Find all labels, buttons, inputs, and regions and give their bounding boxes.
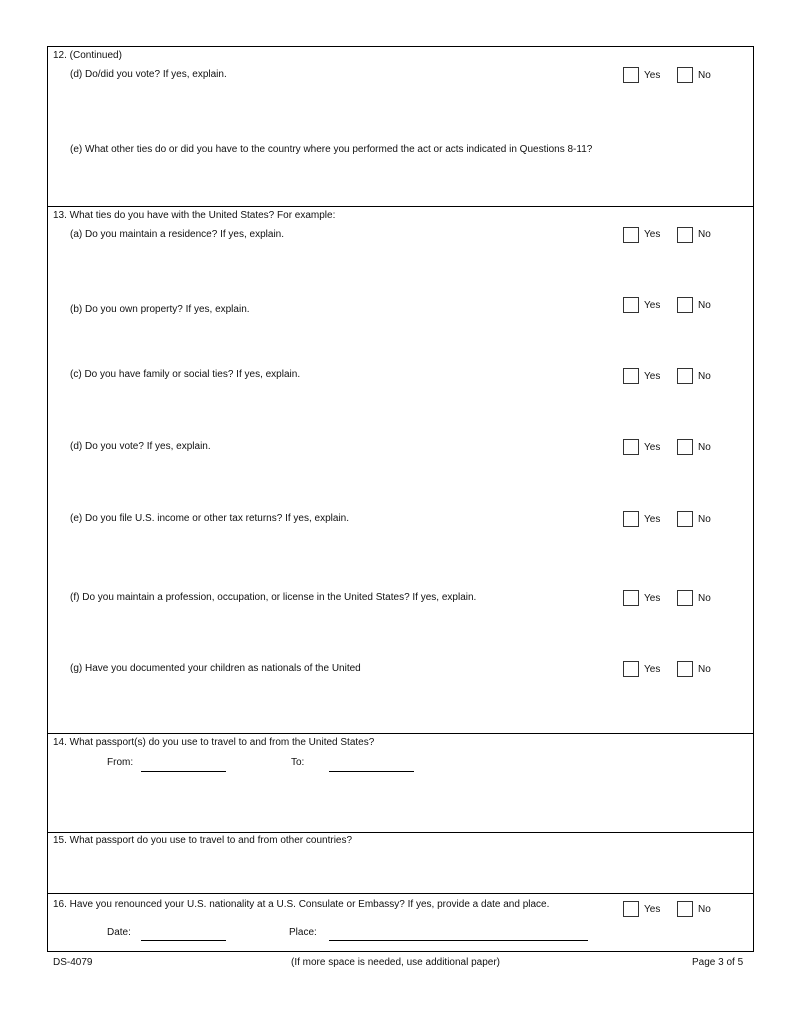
q13e-no-checkbox[interactable] (677, 511, 693, 527)
q13a-no-label: No (698, 229, 711, 240)
q14-from-field[interactable] (141, 771, 226, 772)
q13c-no-checkbox[interactable] (677, 368, 693, 384)
q14-header: 14. What passport(s) do you use to travel to and from the United States? (53, 737, 375, 748)
q13c-no-label: No (698, 371, 711, 382)
q13b-yes-label: Yes (644, 300, 661, 311)
divider-12-13 (47, 206, 754, 207)
q13-header: 13. What ties do you have with the United States? For example: (53, 210, 336, 221)
q12d-no-checkbox[interactable] (677, 67, 693, 83)
q13c-yes-label: Yes (644, 371, 661, 382)
q16-yes-checkbox[interactable] (623, 901, 639, 917)
q12d-question: (d) Do/did you vote? If yes, explain. (70, 69, 227, 80)
q13e-no-label: No (698, 514, 711, 525)
frame-top-border (47, 46, 754, 47)
q13b-no-label: No (698, 300, 711, 311)
q12d-no-label: No (698, 70, 711, 81)
q13e-question: (e) Do you file U.S. income or other tax returns? If yes, explain. (70, 513, 350, 524)
q13g-yes-checkbox[interactable] (623, 661, 639, 677)
divider-14-15 (47, 832, 754, 833)
q13f-no-label: No (698, 593, 711, 604)
q12d-yes-checkbox[interactable] (623, 67, 639, 83)
divider-15-16 (47, 893, 754, 894)
frame-left-border (47, 46, 48, 952)
q13d-no-checkbox[interactable] (677, 439, 693, 455)
q13d-question: (d) Do you vote? If yes, explain. (70, 441, 211, 452)
q13d-yes-checkbox[interactable] (623, 439, 639, 455)
q16-place-label: Place: (289, 927, 317, 938)
q13e-yes-checkbox[interactable] (623, 511, 639, 527)
q16-no-label: No (698, 904, 711, 915)
footer-page-number: Page 3 of 5 (692, 957, 744, 968)
q13a-yes-label: Yes (644, 229, 661, 240)
q15-header: 15. What passport do you use to travel to and from other countries? (53, 835, 353, 846)
q13g-question: (g) Have you documented your children as nationals of the United (70, 663, 361, 674)
q13b-yes-checkbox[interactable] (623, 297, 639, 313)
q16-place-field[interactable] (329, 940, 588, 941)
q13g-yes-label: Yes (644, 664, 661, 675)
q13f-yes-checkbox[interactable] (623, 590, 639, 606)
q13d-yes-label: Yes (644, 442, 661, 453)
q12-header: 12. (Continued) (53, 50, 122, 61)
q16-date-field[interactable] (141, 940, 226, 941)
q13f-question: (f) Do you maintain a profession, occupation, or license in the United States? If yes, explain. (70, 592, 477, 603)
q13a-question: (a) Do you maintain a residence? If yes, explain. (70, 229, 284, 240)
footer-form-id: DS-4079 (53, 957, 93, 968)
footer-note: (If more space is needed, use additional paper) (291, 957, 501, 968)
q13e-yes-label: Yes (644, 514, 661, 525)
q16-date-label: Date: (107, 927, 131, 938)
q13f-no-checkbox[interactable] (677, 590, 693, 606)
q16-yes-label: Yes (644, 904, 661, 915)
q14-from-label: From: (107, 757, 134, 768)
q13d-no-label: No (698, 442, 711, 453)
q13c-yes-checkbox[interactable] (623, 368, 639, 384)
q13g-no-checkbox[interactable] (677, 661, 693, 677)
q13c-question: (c) Do you have family or social ties? If yes, explain. (70, 369, 301, 380)
q13b-no-checkbox[interactable] (677, 297, 693, 313)
q13a-no-checkbox[interactable] (677, 227, 693, 243)
q12e-question: (e) What other ties do or did you have to the country where you performed the act or acts indicated in Questions 8-11? (70, 144, 593, 155)
q16-header: 16. Have you renounced your U.S. nationality at a U.S. Consulate or Embassy? If yes, provide a date and place. (53, 899, 550, 910)
q16-no-checkbox[interactable] (677, 901, 693, 917)
q14-to-label: To: (291, 757, 305, 768)
q13b-question: (b) Do you own property? If yes, explain. (70, 304, 250, 315)
q13g-no-label: No (698, 664, 711, 675)
q12d-yes-label: Yes (644, 70, 661, 81)
q14-to-field[interactable] (329, 771, 414, 772)
q13f-yes-label: Yes (644, 593, 661, 604)
divider-13-14 (47, 733, 754, 734)
frame-bottom-border (47, 951, 754, 952)
frame-right-border (753, 46, 754, 952)
q13a-yes-checkbox[interactable] (623, 227, 639, 243)
